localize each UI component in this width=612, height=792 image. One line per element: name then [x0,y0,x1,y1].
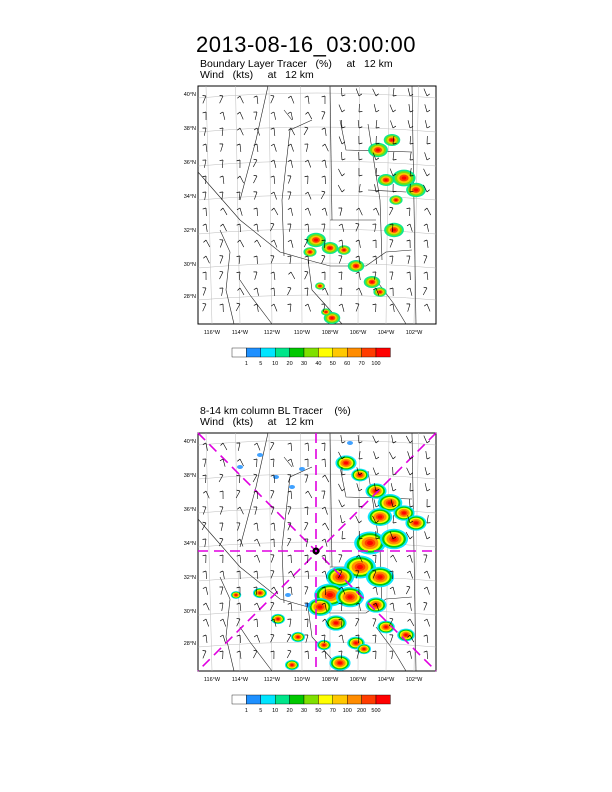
tracer-cell [389,195,402,205]
colorbar-label: 1 [244,708,248,714]
latitude-label: 34°N [183,541,196,547]
colorbar-swatch [261,695,275,704]
longitude-label: 116°W [203,677,221,683]
longitude-label: 114°W [231,330,249,336]
longitude-label: 102°W [405,677,423,683]
longitude-label: 112°W [263,677,281,683]
colorbar-swatch [261,348,275,357]
colorbar-swatch [376,695,390,704]
colorbar-label: 30 [300,708,308,714]
longitude-label: 116°W [203,330,221,336]
tracer-cell [321,308,331,315]
tracer-cell [336,587,364,607]
tracer-cell [317,640,331,650]
tracer-cell [406,183,426,197]
colorbar-label: 100 [342,708,352,714]
latitude-label: 28°N [183,294,196,300]
colorbar-swatch [246,348,260,357]
latitude-label: 32°N [183,228,196,234]
latitude-label: 32°N [183,575,196,581]
latitude-label: 30°N [183,262,196,268]
tracer-cell [348,260,365,272]
colorbar-label: 10 [272,708,279,714]
colorbar-label: 20 [286,708,293,714]
colorbar-swatch [290,695,304,704]
latitude-label: 36°N [183,160,196,166]
latitude-label: 40°N [183,439,196,445]
bottom-panel-subtitle-2: Wind (kts) at 12 km [200,416,314,428]
longitude-label: 106°W [349,330,367,336]
colorbar-label: 20 [286,361,293,367]
colorbar-swatch [376,348,390,357]
latitude-label: 40°N [183,92,196,98]
top-panel-subtitle-2: Wind (kts) at 12 km [200,69,314,81]
longitude-label: 108°W [321,677,339,683]
colorbar-label: 1 [244,361,248,367]
tracer-cell [271,614,285,624]
colorbar-label: 10 [272,361,279,367]
tracer-cell [351,469,369,482]
colorbar-swatch [304,348,318,357]
tracer-cell [237,465,243,469]
longitude-label: 108°W [321,330,339,336]
tracer-cell [299,467,305,471]
bottom-panel-subtitle-1: 8-14 km column BL Tracer (%) [200,405,351,417]
tracer-cell [289,485,295,489]
tracer-cell [308,598,333,616]
tracer-cell [380,529,408,549]
bottom-map-panel [180,427,450,727]
tracer-cell [315,282,325,289]
tracer-cell [257,453,263,457]
colorbar-swatch [347,348,361,357]
colorbar-label: 60 [344,361,351,367]
tracer-cell [368,143,388,157]
colorbar-swatch [232,348,246,357]
colorbar-swatch [246,695,260,704]
tracer-cell [285,660,299,670]
tracer-cell [291,632,305,642]
latitude-label: 28°N [183,641,196,647]
tracer-cell [347,441,353,445]
tracer-cell [366,567,394,587]
tracer-cell [384,134,401,146]
colorbar-label: 5 [259,708,263,714]
tracer-cell [285,593,291,597]
colorbar-label: 40 [315,361,322,367]
colorbar-label: 70 [358,361,365,367]
colorbar-swatch [232,695,246,704]
top-map-panel [180,80,450,380]
sounding-marker-center [315,550,317,552]
tracer-cell [325,615,346,630]
colorbar-label: 50 [329,361,336,367]
latitude-label: 38°N [183,126,196,132]
colorbar-label: 5 [259,361,263,367]
latitude-label: 34°N [183,194,196,200]
colorbar-swatch [362,695,376,704]
colorbar-swatch [304,695,318,704]
tracer-cell [378,174,395,186]
colorbar-swatch [333,695,347,704]
colorbar-label: 200 [357,708,367,714]
colorbar-swatch [275,695,289,704]
longitude-label: 104°W [377,677,395,683]
tracer-cell [303,247,316,257]
colorbar-label: 100 [371,361,381,367]
colorbar-swatch [362,348,376,357]
colorbar-swatch [333,348,347,357]
longitude-label: 110°W [293,330,311,336]
colorbar-swatch [290,348,304,357]
main-title: 2013-08-16_03:00:00 [196,32,416,57]
tracer-cell [329,655,350,670]
colorbar-swatch [347,695,361,704]
tracer-cell [365,597,386,612]
colorbar-label: 500 [371,708,381,714]
tracer-cell [368,508,393,526]
longitude-label: 114°W [231,677,249,683]
colorbar-label: 30 [300,361,308,367]
longitude-label: 112°W [263,330,281,336]
colorbar-label: 70 [329,708,336,714]
latitude-label: 36°N [183,507,196,513]
colorbar-swatch [275,348,289,357]
longitude-label: 104°W [377,330,395,336]
latitude-label: 38°N [183,473,196,479]
tracer-cell [357,644,371,654]
colorbar-swatch [318,695,332,704]
longitude-label: 106°W [349,677,367,683]
longitude-label: 110°W [293,677,311,683]
longitude-label: 102°W [405,330,423,336]
top-panel-subtitle-1: Boundary Layer Tracer (%) at 12 km [200,58,393,70]
tracer-cell [253,588,267,598]
tracer-cell [322,242,339,254]
colorbar-label: 50 [315,708,322,714]
tracer-cell [384,223,404,237]
colorbar-swatch [318,348,332,357]
tracer-cell [337,245,350,255]
tracer-cell [364,276,381,288]
latitude-label: 30°N [183,609,196,615]
tracer-cell [335,455,356,470]
